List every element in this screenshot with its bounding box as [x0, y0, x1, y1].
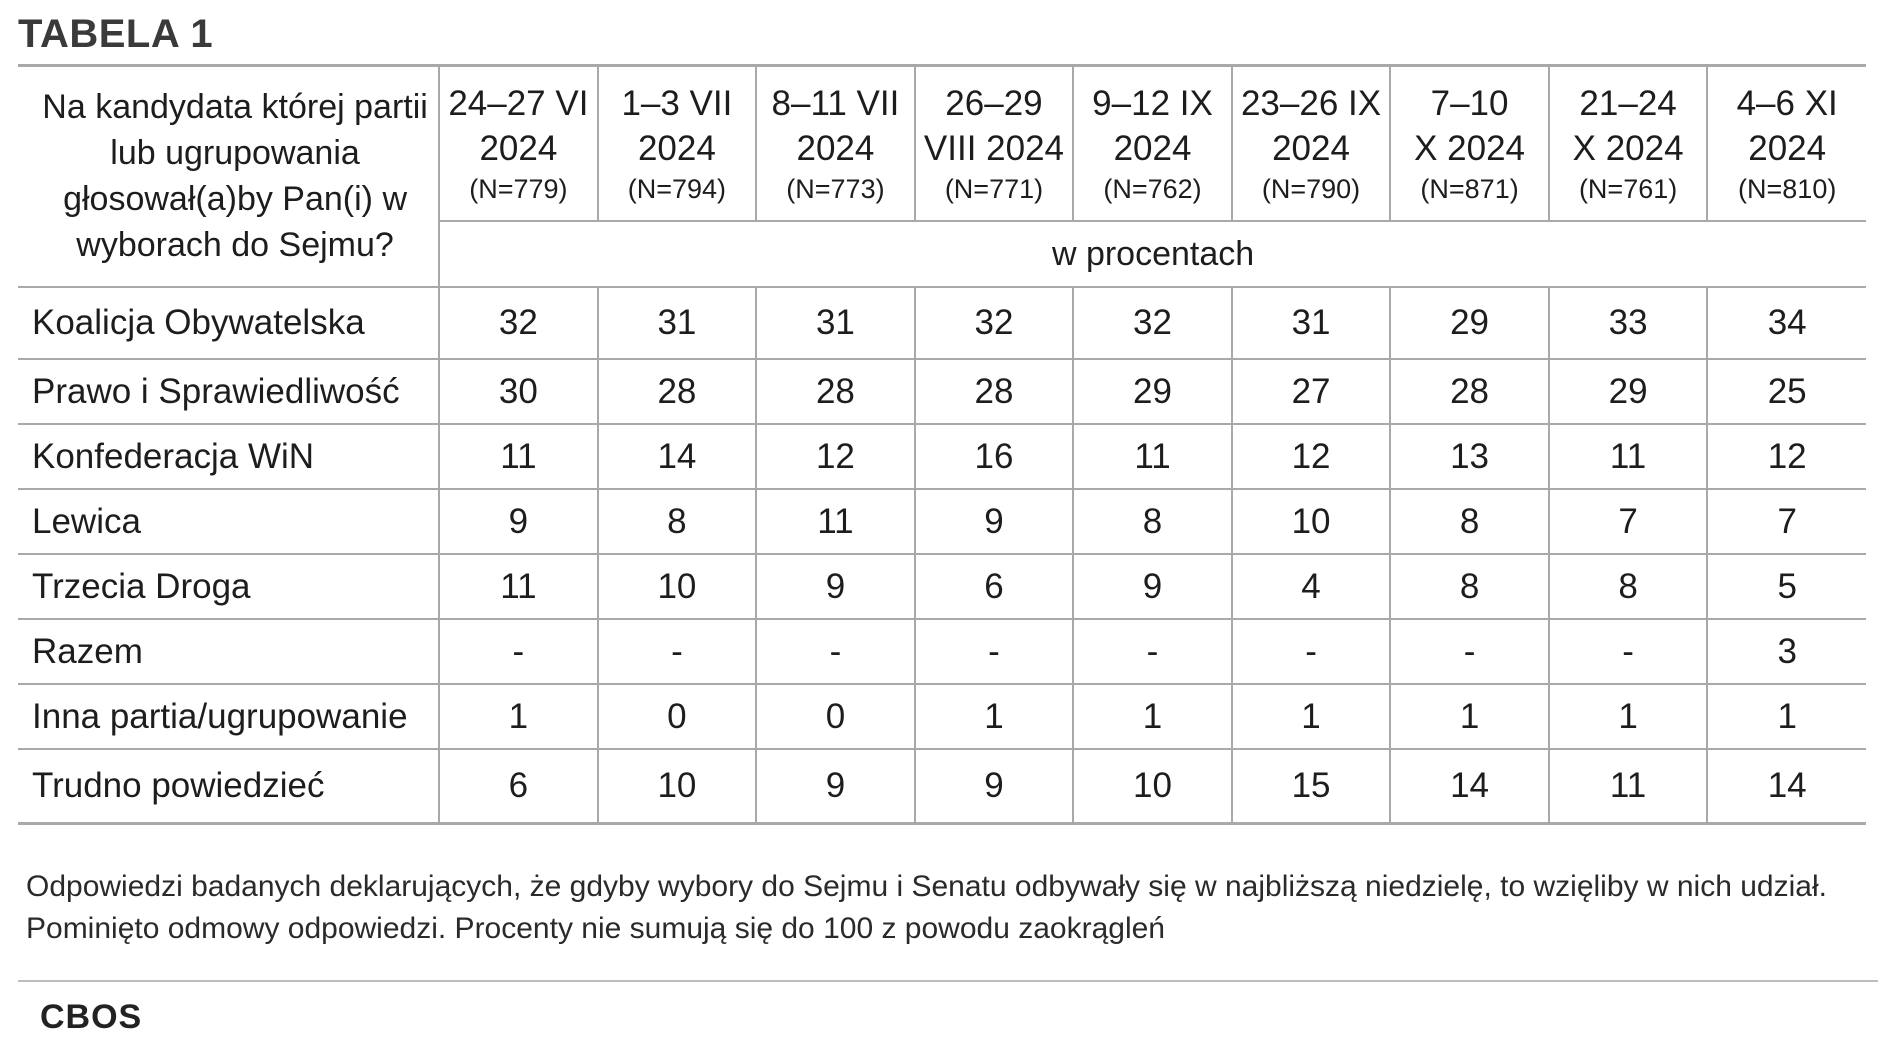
column-date: 26–29 VIII 2024: [923, 84, 1065, 168]
value-cell: 0: [756, 684, 915, 749]
value-cell: 29: [1549, 359, 1708, 424]
party-name: Koalicja Obywatelska: [18, 287, 439, 359]
column-date: 23–26 IX 2024: [1240, 84, 1382, 168]
value-cell: 14: [1707, 749, 1866, 824]
value-cell: 9: [439, 489, 598, 554]
column-sample-size: (N=871): [1420, 174, 1519, 204]
party-name: Prawo i Sprawiedliwość: [18, 359, 439, 424]
party-name: Trzecia Droga: [18, 554, 439, 619]
value-cell: -: [1073, 619, 1232, 684]
value-cell: 14: [1390, 749, 1549, 824]
value-cell: 30: [439, 359, 598, 424]
column-header: [1707, 66, 1866, 221]
column-header: [1390, 66, 1549, 221]
value-cell: -: [598, 619, 757, 684]
value-cell: 8: [1390, 554, 1549, 619]
column-sample-size: (N=762): [1103, 174, 1202, 204]
value-cell: 1: [1707, 684, 1866, 749]
value-cell: 13: [1390, 424, 1549, 489]
party-name: Lewica: [18, 489, 439, 554]
value-cell: 9: [756, 749, 915, 824]
column-header: [1232, 66, 1391, 221]
column-header: [439, 66, 598, 221]
value-cell: -: [439, 619, 598, 684]
value-cell: 12: [756, 424, 915, 489]
column-sample-size: (N=779): [469, 174, 568, 204]
value-cell: 32: [1073, 287, 1232, 359]
column-sample-size: (N=790): [1261, 174, 1361, 204]
table-row: [18, 359, 1866, 424]
table-row: [18, 287, 1866, 359]
column-date: 8–11 VII 2024: [771, 84, 900, 168]
column-date: 9–12 IX 2024: [1092, 84, 1213, 168]
party-name: Trudno powiedzieć: [18, 749, 439, 824]
value-cell: -: [756, 619, 915, 684]
value-cell: 28: [756, 359, 915, 424]
value-cell: 8: [1073, 489, 1232, 554]
value-cell: 7: [1707, 489, 1866, 554]
value-cell: 9: [915, 489, 1074, 554]
value-cell: 8: [598, 489, 757, 554]
value-cell: 11: [439, 424, 598, 489]
value-cell: 14: [598, 424, 757, 489]
value-cell: -: [1390, 619, 1549, 684]
table-row: [18, 619, 1866, 684]
value-cell: 27: [1232, 359, 1391, 424]
value-cell: 12: [1232, 424, 1391, 489]
column-sample-size: (N=794): [627, 174, 727, 204]
column-date: 21–24 X 2024: [1572, 84, 1684, 168]
value-cell: 1: [439, 684, 598, 749]
value-cell: 10: [598, 749, 757, 824]
party-name: Inna partia/ugrupowanie: [18, 684, 439, 749]
value-cell: 9: [915, 749, 1074, 824]
question-header: Na kandydata której partii lub ugrupowania głosował(a)by Pan(i) w wyborach do Sejmu?: [18, 66, 439, 287]
column-header: [598, 66, 757, 221]
table-row: [18, 489, 1866, 554]
value-cell: 1: [1390, 684, 1549, 749]
poll-table: [18, 66, 1866, 825]
value-cell: 31: [1232, 287, 1391, 359]
value-cell: 31: [756, 287, 915, 359]
value-cell: 11: [756, 489, 915, 554]
column-header: [756, 66, 915, 221]
value-cell: 1: [1073, 684, 1232, 749]
table-row: [18, 749, 1866, 824]
column-date: 1–3 VII 2024: [621, 84, 733, 168]
value-cell: 10: [598, 554, 757, 619]
value-cell: 11: [1549, 424, 1708, 489]
column-sample-size: (N=810): [1738, 174, 1837, 204]
value-cell: 32: [915, 287, 1074, 359]
value-cell: 4: [1232, 554, 1391, 619]
value-cell: 11: [1073, 424, 1232, 489]
table-row: [18, 684, 1866, 749]
value-cell: 8: [1390, 489, 1549, 554]
value-cell: 9: [756, 554, 915, 619]
value-cell: 10: [1073, 749, 1232, 824]
value-cell: -: [1232, 619, 1391, 684]
column-header: [1549, 66, 1708, 221]
value-cell: 10: [1232, 489, 1391, 554]
value-cell: 33: [1549, 287, 1708, 359]
value-cell: 0: [598, 684, 757, 749]
value-cell: 5: [1707, 554, 1866, 619]
value-cell: 31: [598, 287, 757, 359]
value-cell: 12: [1707, 424, 1866, 489]
value-cell: 9: [1073, 554, 1232, 619]
column-date: 7–10 X 2024: [1414, 84, 1526, 168]
table-row: [18, 424, 1866, 489]
value-cell: 11: [1549, 749, 1708, 824]
column-header: [1073, 66, 1232, 221]
value-cell: 8: [1549, 554, 1708, 619]
value-cell: 15: [1232, 749, 1391, 824]
value-cell: 29: [1073, 359, 1232, 424]
party-name: Konfederacja WiN: [18, 424, 439, 489]
value-cell: -: [915, 619, 1074, 684]
unit-label: w procentach: [439, 221, 1866, 287]
value-cell: 6: [915, 554, 1074, 619]
value-cell: 34: [1707, 287, 1866, 359]
value-cell: 16: [915, 424, 1074, 489]
value-cell: 28: [598, 359, 757, 424]
column-date: 4–6 XI 2024: [1736, 84, 1838, 168]
column-sample-size: (N=761): [1578, 174, 1678, 204]
value-cell: 28: [1390, 359, 1549, 424]
source-logo: CBOS: [40, 998, 143, 1036]
column-header: [915, 66, 1074, 221]
value-cell: 28: [915, 359, 1074, 424]
value-cell: -: [1549, 619, 1708, 684]
table-title: TABELA 1: [18, 12, 214, 56]
column-sample-size: (N=771): [944, 174, 1044, 204]
value-cell: 6: [439, 749, 598, 824]
value-cell: 29: [1390, 287, 1549, 359]
column-date: 24–27 VI 2024: [448, 84, 589, 168]
value-cell: 1: [915, 684, 1074, 749]
value-cell: 11: [439, 554, 598, 619]
party-name: Razem: [18, 619, 439, 684]
value-cell: 25: [1707, 359, 1866, 424]
table-row: [18, 554, 1866, 619]
value-cell: 32: [439, 287, 598, 359]
value-cell: 1: [1232, 684, 1391, 749]
footer-rule: [18, 980, 1878, 982]
value-cell: 1: [1549, 684, 1708, 749]
footnote: Odpowiedzi badanych deklarujących, że gdyby wybory do Sejmu i Senatu odbywały się w najbliższą niedzielę, to wzięliby w nich udział. Pominięto odmowy odpowiedzi. Procenty nie sumują się do 100 z powodu zaokrągleń: [26, 870, 1827, 945]
column-sample-size: (N=773): [786, 174, 885, 204]
value-cell: 7: [1549, 489, 1708, 554]
value-cell: 3: [1707, 619, 1866, 684]
